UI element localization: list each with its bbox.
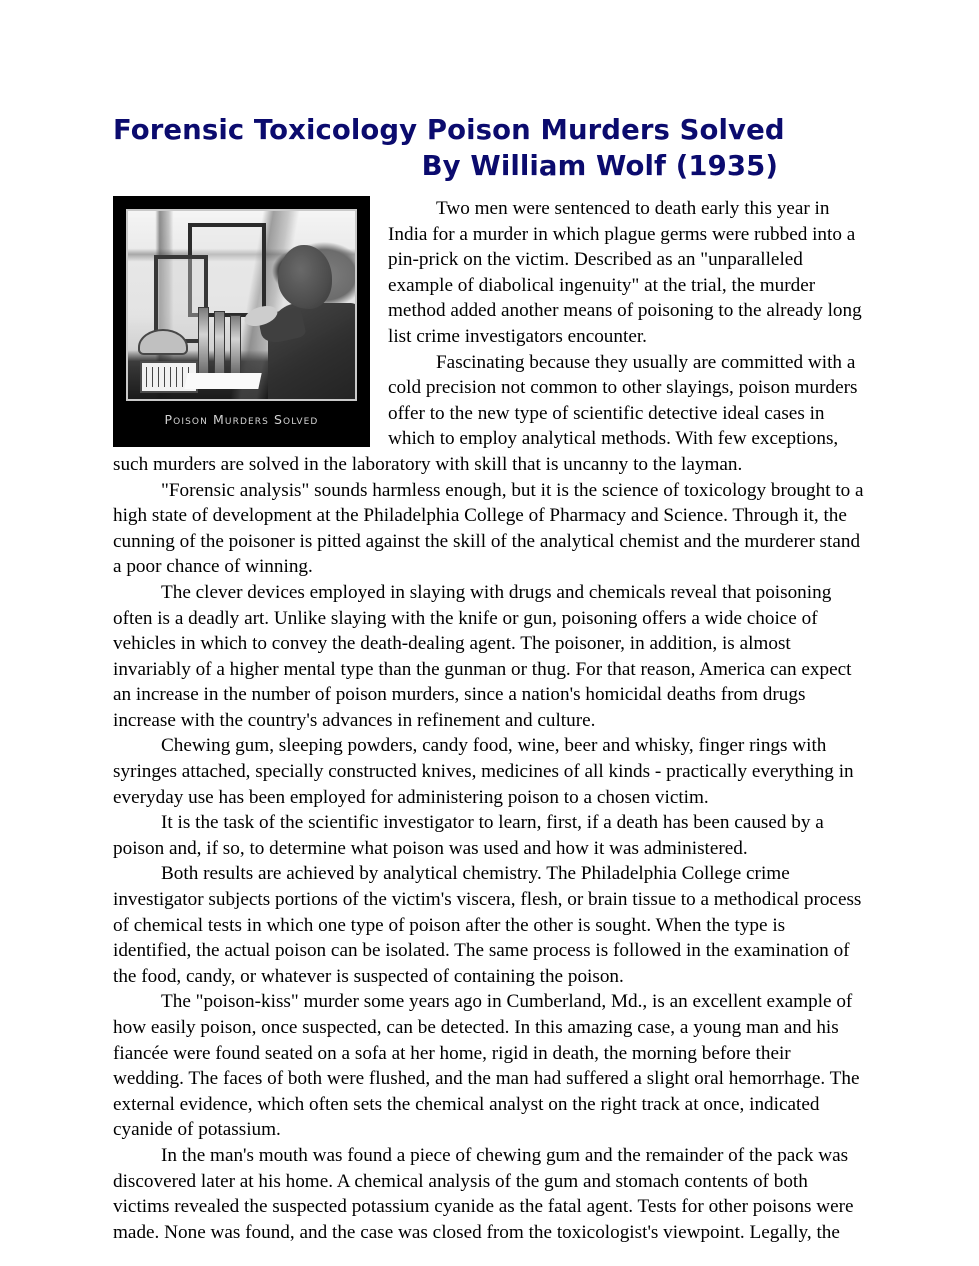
article-body: [113, 196, 866, 1245]
paragraph: Two men were sentenced to death early this year in India for a murder in which plague germs were rubbed into a pin-prick on the victim. Described as an "unparalleled example of diabolical ingenuity" at the trial, the murder method added another means of poisoning to the already long list crime investigators encounter.: [388, 198, 862, 347]
article-figure: [113, 196, 370, 447]
title-line-primary: Forensic Toxicology Poison Murders Solved: [113, 114, 785, 146]
paragraph: It is the task of the scientific investigator to learn, first, if a death has been caused by a poison and, if so, to determine what poison was used and how it was administered.: [113, 812, 824, 859]
photo-detail-test-tube: [214, 311, 225, 375]
paragraph: Fascinating because they usually are committed with a cold precision not common to other slayings, poison murders offer to the new type of scientific detective ideal cases in which to employ analytical methods. With few exceptions, such murders are solved in the laboratory with skill that is uncanny to the layman.: [113, 351, 858, 475]
paragraph: Chewing gum, sleeping powders, candy food, wine, beer and whisky, finger rings with syringes attached, specially constructed knives, medicines of all kinds - practically everything in everyday use has been employed for administering poison to a chosen victim.: [113, 735, 854, 808]
photo-detail-test-tube: [198, 307, 209, 375]
photo-detail-paper: [184, 373, 261, 389]
photo-detail-chemist-head: [278, 245, 332, 309]
paragraph: Both results are achieved by analytical chemistry. The Philadelphia College crime investigator subjects portions of the victim's viscera, flesh, or brain tissue to a methodical process of chemical tests in which one type of poison after the other is sought. When the type is identified, the actual poison can be isolated. The same process is followed in the examination of the food, candy, or whatever is suspected of containing the poison.: [113, 863, 862, 987]
paragraph: The clever devices employed in slaying with drugs and chemicals reveal that poisoning often is a deadly art. Unlike slaying with the knife or gun, poisoning offers a wide choice of vehicles in which to convey the death-dealing agent. The poisoner, in addition, is almost invariably of a higher mental type than the gunman or thug. For that reason, America can expect an increase in the number of poison murders, since a nation's homicidal deaths from drugs increase with the country's advances in refinement and culture.: [113, 581, 852, 731]
paragraph: In the man's mouth was found a piece of chewing gum and the remainder of the pack was discovered later at his home. A chemical analysis of the gum and stomach contents of both victims revealed the suspected potassium cyanide as the fatal agent. Tests for other poisons were made. None was found, and the case was closed from the toxicologist's viewpoint. Legally, the: [113, 1144, 854, 1243]
photo-detail-test-tube: [230, 315, 241, 375]
title-line-byline: By William Wolf (1935): [421, 150, 778, 182]
paragraph: The "poison-kiss" murder some years ago in Cumberland, Md., is an excellent example of how easily poison, once suspected, can be detected. In this amazing case, a young man and his fiancée were found seated on a sofa at her home, rigid in death, the morning before their wedding. The faces of both were flushed, and the man had suffered a slight oral hemorrhage. The external evidence, which often sets the chemical analyst on the right track at once, indicated cyanide of potassium.: [113, 991, 860, 1141]
photo-frame: [126, 209, 357, 401]
article-title: [113, 112, 785, 184]
laboratory-photo-image: [128, 211, 355, 399]
paragraph: "Forensic analysis" sounds harmless enough, but it is the science of toxicology brought to a high state of development at the Philadelphia College of Pharmacy and Science. Through it, the cunning of the poisoner is pitted against the skill of the analytical chemist and the murderer stand a poor chance of winning.: [113, 479, 864, 578]
figure-caption: Poison Murders Solved: [164, 412, 319, 428]
